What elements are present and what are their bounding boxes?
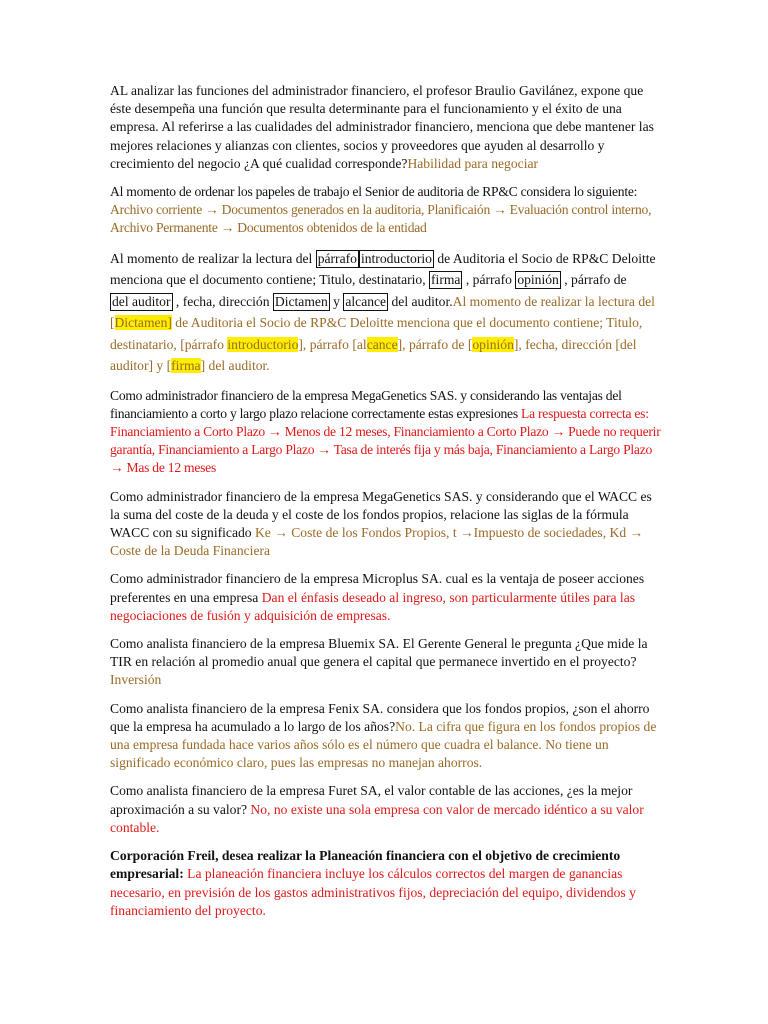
question-text: Como administrador financiero de la empresa MegaGenetics SAS. y considerando las ventajas del financiamiento a corto y largo plazo relacione correctamente estas expresiones [110, 387, 622, 421]
paragraph-10 [110, 847, 662, 920]
boxed-term-alcance: alcance [345, 293, 387, 309]
question-text: y [329, 293, 344, 309]
answer-text: No, no existe una sola empresa con valor de mercado idéntico a su valor contable. [110, 801, 644, 835]
highlight-firma: firma [171, 358, 201, 374]
answer-part: ], párrafo [al [298, 336, 367, 352]
boxed-term-dictamen: Dictamen [274, 293, 328, 309]
paragraph-3 [110, 248, 662, 377]
boxed-term-opinion: opinión [517, 272, 559, 288]
question-text: Como analista financiero de la empresa Furet SA, el valor contable de las acciones, ¿es la mejor aproximación a su valor? [110, 783, 633, 817]
answer-part: ], fecha, dirección [del auditor] y [ [110, 336, 637, 374]
question-text: , fecha, dirección [172, 293, 273, 309]
paragraph-5 [110, 488, 662, 561]
paragraph-4 [110, 387, 662, 478]
boxed-term-firma: firma [431, 272, 461, 288]
boxed-term-introductorio: introductorio [360, 250, 432, 266]
question-text: Como administrador financiero de la empresa Microplus SA. cual es la ventaja de poseer acciones preferentes en una empresa [110, 571, 645, 605]
answer-text: La respuesta correcta es: Financiamiento a Corto Plazo → Menos de 12 meses, Financiamiento a Corto Plazo → Puede no requerir garantía, Financiamiento a Largo Plazo → Tasa de interés fija y más baja, Financiamiento a Largo Plazo → Mas de 12 meses [110, 405, 661, 476]
question-text: , párrafo [462, 272, 516, 288]
paragraph-9 [110, 782, 662, 837]
answer-part: Al momento de realizar la lectura del [ [110, 293, 655, 331]
answer-text: Ke → Coste de los Fondos Propios, t →Impuesto de sociedades, Kd → Coste de la Deuda Financiera [110, 525, 644, 559]
question-text: Como administrador financiero de la empresa MegaGenetics SAS. y considerando que el WACC es la suma del coste de la deuda y el coste de los fondos propios, relacione las siglas de la fórmula WACC con su significado [110, 488, 652, 541]
highlight-introductorio: introductorio [227, 336, 299, 352]
paragraph-2 [110, 183, 662, 238]
question-text: del auditor. [388, 293, 453, 309]
question-text: Corporación Freil, desea realizar la Planeación financiera con el objetivo de crecimiento empresarial: [110, 848, 621, 882]
answer-text: La planeación financiera incluye los cálculos correctos del margen de ganancias necesario, en previsión de los gastos administrativos fijos, depreciación del equipo, dividendos y financiamiento del proyecto. [110, 866, 636, 918]
answer-text: No. La cifra que figura en los fondos propios de una empresa fundada hace varios años sólo es el número que cuadra el balance. No tiene un significado económico claro, pues las empresas no manejan ahorros. [110, 718, 657, 771]
answer-text: Archivo corriente → Documentos generados en la auditoria, Planificaión → Evaluación control interno, Archivo Permanente → Documentos obtenidos de la entidad [110, 202, 652, 236]
question-text: Al momento de realizar la lectura del [110, 250, 316, 266]
answer-text: Inversión [110, 672, 162, 688]
answer-part: ] del auditor. [200, 358, 270, 374]
question-text: Como analista financiero de la empresa Fenix SA. considera que los fondos propios, ¿son el ahorro que la empresa ha acumulado a lo largo de los años? [110, 700, 650, 734]
boxed-term-del-auditor: del auditor [112, 293, 171, 309]
highlight-opinion: opinión [472, 336, 514, 352]
highlight-dictamen: Dictamen] [114, 315, 172, 331]
paragraph-1 [110, 82, 662, 173]
paragraph-8 [110, 700, 662, 773]
boxed-term-parrafo: párrafo [317, 250, 357, 266]
paragraph-6 [110, 570, 662, 625]
question-text: , párrafo de [560, 272, 627, 288]
answer-part: de Auditoria el Socio de RP&C Deloitte menciona que el documento contiene; Titulo, destinatario, [párrafo [110, 315, 643, 352]
question-text: AL analizar las funciones del administrador financiero, el profesor Braulio Gavilánez, expone que éste desempeña una función que resulta determinante para el funcionamiento y el éxito de una empresa. Al referirse a las cualidades del administrador financiero, menciona que debe mantener las mejores relaciones y alianzas con clientes, socios y proveedores que ayuden al desarrollo y crecimiento del negocio ¿A qué cualidad corresponde? [110, 83, 654, 171]
question-text: Al momento de ordenar los papeles de trabajo el Senior de auditoria de RP&C considera lo siguiente: [110, 184, 638, 200]
answer-text: Habilidad para negociar [407, 155, 539, 171]
document-page [110, 82, 662, 930]
question-text: Como analista financiero de la empresa Bluemix SA. El Gerente General le pregunta ¿Que mide la TIR en relación al promedio anual que genera el capital que permanece invertido en el proyecto? [110, 636, 648, 670]
highlight-alcance: cance [366, 336, 398, 352]
answer-text: Dan el énfasis deseado al ingreso, son particularmente útiles para las negociaciones de fusión y adquisición de empresas. [110, 589, 636, 623]
paragraph-7 [110, 635, 662, 690]
question-text: de Auditoria el Socio de RP&C Deloitte menciona que el documento contiene; Titulo, destinatario, [110, 250, 656, 288]
answer-part: ], párrafo de [ [397, 336, 473, 352]
